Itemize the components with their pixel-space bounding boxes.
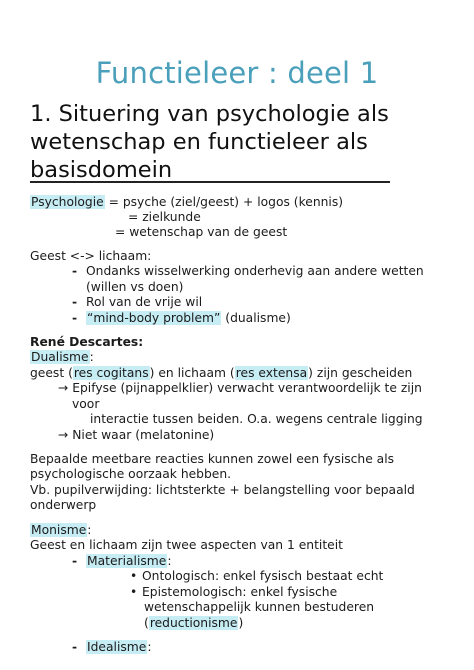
paragraph-line: Vb. pupilverwijding: lichtsterkte + belangstelling voor bepaald [30, 483, 415, 497]
arrow-item-melatonine: → Niet waar (melatonine) [58, 428, 215, 442]
term-res-cogitans: res cogitans [73, 366, 149, 380]
text-fragment: geest ( [30, 366, 73, 380]
list-item [72, 554, 171, 570]
paren: ) [238, 616, 244, 630]
colon: : [147, 640, 152, 654]
psychologie-definition-rest: = psyche (ziel/geest) + logos (kennis) [104, 195, 344, 209]
term-idealisme: Idealisme [87, 640, 147, 654]
heading-underline [30, 181, 390, 183]
list-item-text: Ondanks wisselwerking onderhevig aan andere wetten [86, 264, 424, 278]
dualisme-label [30, 350, 94, 366]
dash-marker: - [72, 295, 78, 309]
sub-list-item [130, 569, 383, 585]
list-item [72, 640, 151, 656]
sub-list-item-continuation [144, 616, 243, 632]
arrow-item-continuation: interactie tussen beiden. O.a. wegens centrale ligging [90, 412, 423, 426]
descartes-heading: René Descartes: [30, 335, 144, 349]
page-title: Functieleer : deel 1 [95, 56, 379, 90]
psychologie-zielkunde: = zielkunde [128, 210, 201, 224]
section-heading-line-1: 1. Situering van psychologie als [30, 101, 389, 127]
arrow-item-epifyse: → Epifyse (pijnappelklier) verwacht verantwoordelijk te zijn [58, 381, 422, 395]
paragraph-line: Bepaalde meetbare reacties kunnen zowel een fysische als [30, 452, 395, 466]
text-fragment: ) zijn gescheiden [308, 366, 413, 380]
text-fragment: ) en lichaam ( [149, 366, 235, 380]
psychologie-definition [30, 195, 343, 211]
list-item-text: Rol van de vrije wil [86, 295, 203, 309]
term-reductionisme: reductionisme [149, 616, 238, 630]
term-psychologie: Psychologie [31, 195, 104, 209]
list-item [72, 264, 424, 280]
colon: : [89, 350, 94, 364]
monisme-label [30, 523, 91, 539]
paragraph-line: onderwerp [30, 498, 97, 512]
monisme-definition: Geest en lichaam zijn twee aspecten van 1 entiteit [30, 538, 343, 552]
list-item-continuation: (willen vs doen) [86, 280, 184, 294]
arrow-item-continuation: voor [72, 397, 100, 411]
sub-list-item-text: Ontologisch: enkel fysisch bestaat echt [142, 569, 384, 583]
paragraph-line: psychologische oorzaak hebben. [30, 467, 232, 481]
dash-marker: - [72, 311, 78, 325]
section-heading-line-3: basisdomein [30, 157, 173, 183]
section-heading [30, 100, 389, 184]
term-mind-body-problem: “mind-body problem” [87, 311, 221, 325]
dash-marker: - [72, 640, 78, 654]
term-res-extensa: res extensa [235, 366, 308, 380]
section-heading-line-2: wetenschap en functieleer als [30, 129, 368, 155]
list-item [72, 311, 291, 327]
bullet-marker: • [130, 585, 138, 599]
dualisme-definition [30, 366, 412, 382]
paren: ( [144, 616, 149, 630]
dash-marker: - [72, 264, 78, 278]
colon: : [87, 523, 92, 537]
geest-lichaam-intro: Geest <-> lichaam: [30, 249, 152, 263]
colon: : [167, 554, 172, 568]
list-item [72, 295, 202, 311]
sub-list-item [130, 585, 337, 601]
dash-marker: - [72, 554, 78, 568]
term-dualisme: Dualisme [31, 350, 89, 364]
bullet-marker: • [130, 569, 138, 583]
sub-list-item-continuation: wetenschappelijk kunnen bestuderen [144, 600, 375, 614]
psychologie-wetenschap: = wetenschap van de geest [115, 225, 288, 239]
term-monisme: Monisme [31, 523, 87, 537]
sub-list-item-text: Epistemologisch: enkel fysische [142, 585, 338, 599]
list-item-text: (dualisme) [221, 311, 291, 325]
term-materialisme: Materialisme [87, 554, 167, 568]
